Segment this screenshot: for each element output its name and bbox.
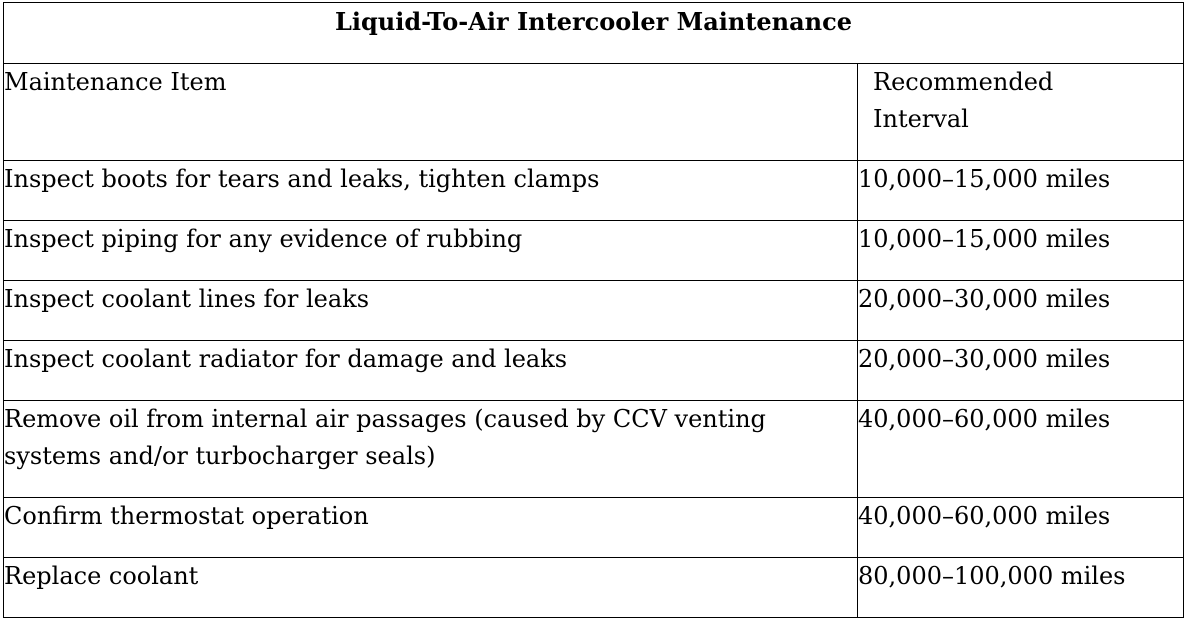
item-cell (4, 558, 858, 618)
table-title: Liquid-To-Air Intercooler Maintenance (4, 3, 1184, 64)
interval-cell (858, 161, 1184, 221)
interval-text: 10,000–15,000 miles (858, 165, 1111, 193)
item-text: Remove oil from internal air passages (caused by CCV venting systems and/or turbocharger seals) (4, 405, 766, 470)
item-cell (4, 498, 858, 558)
table-row (4, 281, 1184, 341)
table-row (4, 558, 1184, 618)
table-row (4, 401, 1184, 498)
header-interval-label: Recommended Interval (873, 68, 1054, 133)
item-cell (4, 221, 858, 281)
header-row (4, 64, 1184, 161)
interval-cell (858, 221, 1184, 281)
interval-text: 40,000–60,000 miles (858, 405, 1111, 433)
header-item-label: Maintenance Item (4, 68, 227, 96)
table-row (4, 341, 1184, 401)
interval-text: 40,000–60,000 miles (858, 502, 1111, 530)
table-row (4, 221, 1184, 281)
interval-cell (858, 558, 1184, 618)
table-row (4, 161, 1184, 221)
interval-cell (858, 341, 1184, 401)
item-text: Inspect boots for tears and leaks, tighten clamps (4, 165, 600, 193)
interval-cell (858, 498, 1184, 558)
item-text: Inspect coolant radiator for damage and leaks (4, 345, 568, 373)
item-cell (4, 341, 858, 401)
item-cell (4, 401, 858, 498)
item-text: Replace coolant (4, 562, 199, 590)
item-cell (4, 161, 858, 221)
table-row (4, 498, 1184, 558)
header-maintenance-item (4, 64, 858, 161)
interval-cell (858, 281, 1184, 341)
item-text: Inspect piping for any evidence of rubbing (4, 225, 523, 253)
item-text: Inspect coolant lines for leaks (4, 285, 370, 313)
interval-text: 20,000–30,000 miles (858, 345, 1111, 373)
item-cell (4, 281, 858, 341)
interval-cell (858, 401, 1184, 498)
title-row (4, 3, 1184, 64)
item-text: Confirm thermostat operation (4, 502, 369, 530)
maintenance-table (3, 2, 1184, 618)
interval-text: 10,000–15,000 miles (858, 225, 1111, 253)
header-recommended-interval (858, 64, 1184, 161)
interval-text: 20,000–30,000 miles (858, 285, 1111, 313)
interval-text: 80,000–100,000 miles (858, 562, 1126, 590)
